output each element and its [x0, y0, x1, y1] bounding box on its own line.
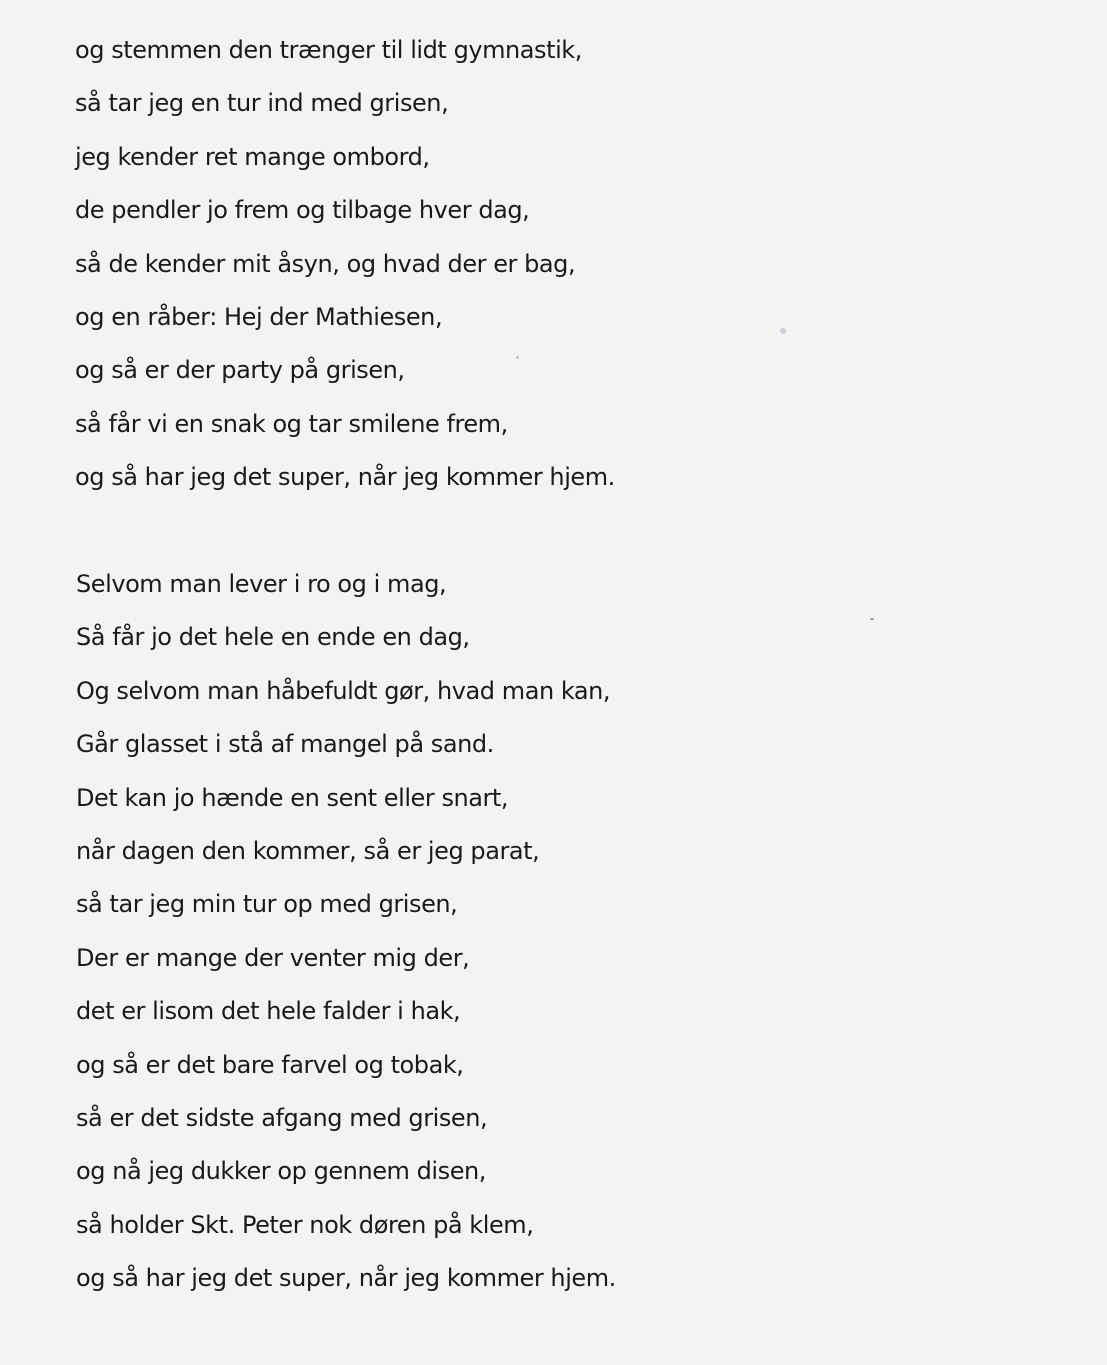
- verse-line: så får vi en snak og tar smilene frem,: [75, 409, 508, 438]
- verse-line: Der er mange der venter mig der,: [76, 943, 470, 972]
- verse-line: så tar jeg min tur op med grisen,: [76, 890, 458, 919]
- verse-line: og stemmen den trænger til lidt gymnastik,: [75, 36, 582, 64]
- verse-line: jeg kender ret mange ombord,: [75, 142, 430, 171]
- verse-line: så er det sidste afgang med grisen,: [76, 1103, 488, 1132]
- verse-line: Selvom man lever i ro og i mag,: [76, 570, 447, 598]
- verse-line: og så er der party på grisen,: [75, 356, 405, 385]
- verse-line: og så har jeg det super, når jeg kommer hjem.: [76, 1264, 616, 1293]
- verse-line: de pendler jo frem og tilbage hver dag,: [75, 196, 530, 225]
- scan-speck: [870, 618, 874, 620]
- verse-line: når dagen den kommer, så er jeg parat,: [76, 836, 540, 865]
- verse-line: så tar jeg en tur ind med grisen,: [75, 89, 449, 118]
- verse-line: Og selvom man håbefuldt gør, hvad man kan,: [76, 676, 611, 705]
- verse-line: Det kan jo hænde en sent eller snart,: [76, 783, 509, 812]
- stanza-1: [75, 30, 615, 511]
- verse-line: det er lisom det hele falder i hak,: [76, 997, 461, 1026]
- scan-speck: [780, 328, 786, 334]
- verse-line: så holder Skt. Peter nok døren på klem,: [76, 1210, 534, 1239]
- verse-line: og en råber: Hej der Mathiesen,: [75, 302, 443, 331]
- verse-line: så de kender mit åsyn, og hvad der er bag,: [75, 249, 576, 278]
- verse-line: og nå jeg dukker op gennem disen,: [76, 1157, 486, 1186]
- stanza-2: [75, 564, 616, 1311]
- verse-line: og så er det bare farvel og tobak,: [76, 1050, 464, 1079]
- verse-line: Går glasset i stå af mangel på sand.: [76, 730, 494, 759]
- verse-line: og så har jeg det super, når jeg kommer hjem.: [75, 463, 615, 492]
- verse-line: Så får jo det hele en ende en dag,: [76, 623, 470, 652]
